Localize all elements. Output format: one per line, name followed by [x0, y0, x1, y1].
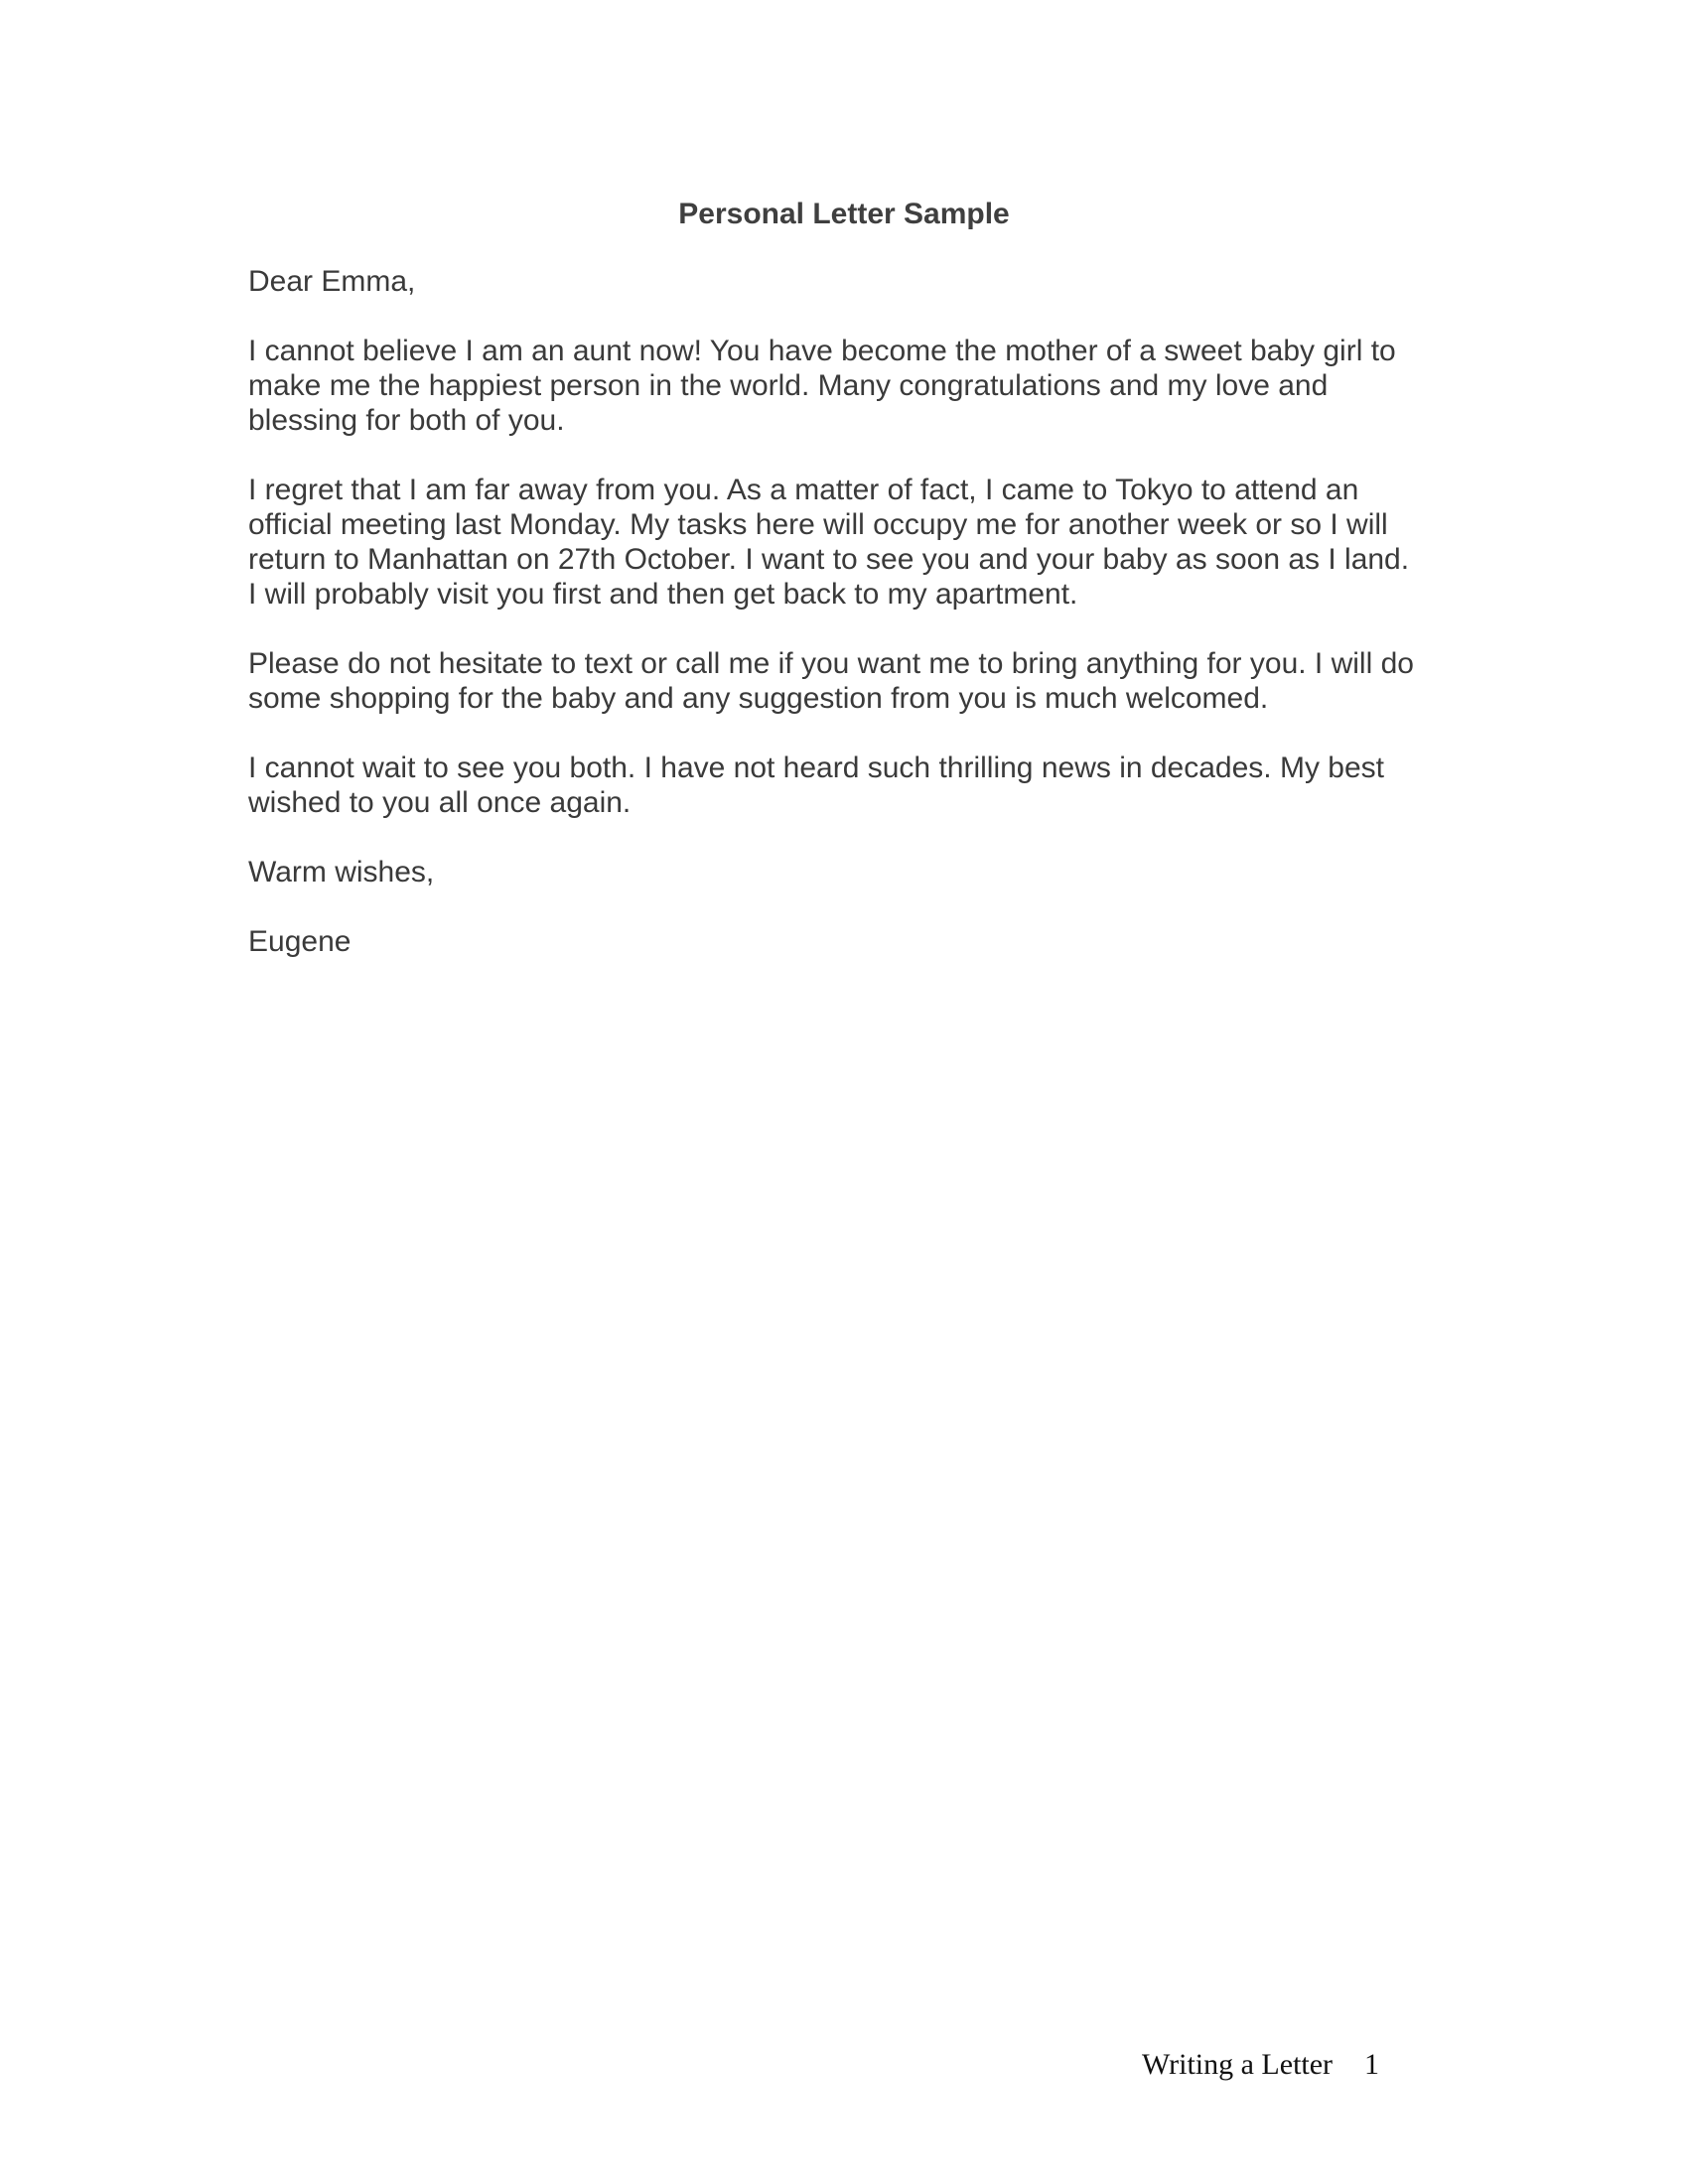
letter-body	[248, 264, 1460, 994]
paragraph-3: Please do not hesitate to text or call me if you want me to bring anything for you. I will do some shopping for the baby and any suggestion from you is much welcomed.	[248, 647, 1414, 715]
paragraph-4: I cannot wait to see you both. I have not heard such thrilling news in decades. My best wished to you all once again.	[248, 751, 1384, 819]
signature: Eugene	[248, 925, 352, 958]
paragraph-2: I regret that I am far away from you. As a matter of fact, I came to Tokyo to attend an official meeting last Monday. My tasks here will occupy me for another week or so I will return to Manhattan on 27th October. I want to see you and your baby as soon as I land. I will probably visit you first and then get back to my apartment.	[248, 474, 1410, 611]
page-title: Personal Letter Sample	[678, 198, 1010, 230]
footer-label: Writing a Letter	[1142, 2048, 1334, 2081]
paragraph-1: I cannot believe I am an aunt now! You have become the mother of a sweet baby girl to make me the happiest person in the world. Many congratulations and my love and blessing for both of you.	[248, 335, 1396, 437]
salutation: Dear Emma,	[248, 265, 416, 298]
page-footer	[1142, 2047, 1440, 2083]
page-number: 1	[1364, 2048, 1380, 2081]
closing: Warm wishes,	[248, 856, 435, 888]
